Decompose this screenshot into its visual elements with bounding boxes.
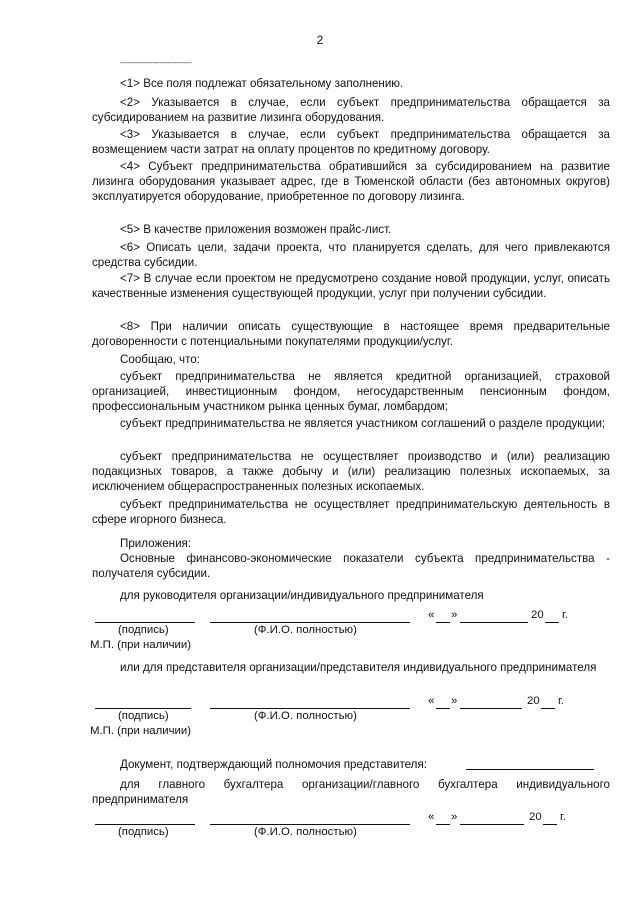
footnote-4: <4> Субъект предпринимательства обратившийся за субсидированием на развитие лизинга оборудования указывает адрес, где в Тюменской области (без автономных округов) эксплуатируется оборудование, приобретенное по договору лизинга. — [92, 160, 610, 204]
head-signature-caption: (подпись) — [118, 624, 169, 636]
rep-date-open: « — [428, 695, 435, 707]
footnote-7: <7> В случае если проектом не предусмотрено создание новой продукции, услуг, описать качественные изменения существующей продукции, услуг при получении субсидии. — [92, 272, 610, 301]
head-year-suffix: г. — [562, 609, 568, 621]
accountant-year-line[interactable] — [543, 824, 557, 825]
rep-year-prefix: 20 — [527, 695, 540, 707]
head-year-line[interactable] — [545, 622, 559, 623]
head-signature-label: для руководителя организации/индивидуального предпринимателя — [120, 589, 484, 602]
accountant-day-line[interactable] — [436, 824, 450, 825]
statement-2: субъект предпринимательства не является участником соглашений о разделе продукции; — [120, 417, 606, 430]
footnote-3: <3> Указывается в случае, если субъект предпринимательства обращается за возмещением части затрат на оплату процентов по кредитному договору. — [92, 128, 610, 157]
head-date-close: » — [451, 609, 458, 621]
rep-day-line[interactable] — [436, 708, 450, 709]
footnote-2: <2> Указывается в случае, если субъект предпринимательства обращается за субсидированием на развитие лизинга оборудования. — [92, 96, 610, 125]
rep-name-line[interactable] — [210, 708, 410, 709]
accountant-month-line[interactable] — [460, 824, 524, 825]
rep-year-suffix: г. — [558, 695, 564, 707]
rep-date-close: » — [451, 695, 458, 707]
accountant-signature-line[interactable] — [95, 824, 195, 825]
footnote-5: <5> В качестве приложения возможен прайс-лист. — [120, 223, 392, 236]
rep-stamp-label: М.П. (при наличии) — [90, 725, 192, 737]
page-number: 2 — [316, 33, 324, 47]
accountant-year-suffix: г. — [560, 811, 566, 823]
accountant-name-caption: (Ф.И.О. полностью) — [254, 826, 357, 838]
head-name-line[interactable] — [210, 622, 410, 623]
head-month-line[interactable] — [460, 622, 528, 623]
head-day-line[interactable] — [436, 622, 450, 623]
head-date-open: « — [428, 609, 435, 621]
rep-signature-line[interactable] — [95, 708, 191, 709]
attachments-item: Основные финансово-экономические показатели субъекта предпринимательства - получателя субсидии. — [92, 552, 610, 581]
accountant-signature-caption: (подпись) — [118, 826, 169, 838]
rep-year-line[interactable] — [541, 708, 555, 709]
authority-doc-line[interactable] — [466, 769, 594, 770]
accountant-signature-label: для главного бухгалтера организации/главного бухгалтера индивидуального предпринимателя — [92, 778, 610, 807]
head-stamp-label: М.П. (при наличии) — [90, 639, 192, 651]
rep-name-caption: (Ф.И.О. полностью) — [254, 710, 357, 722]
accountant-date-open: « — [428, 811, 435, 823]
authority-doc-label: Документ, подтверждающий полномочия представителя: — [120, 758, 427, 771]
attachments-title: Приложения: — [120, 537, 192, 550]
accountant-year-prefix: 20 — [529, 811, 542, 823]
footnote-8: <8> При наличии описать существующие в настоящее время предварительные договоренности с потенциальными покупателями продукции/услуг. — [92, 320, 610, 349]
statement-1: субъект предпринимательства не является кредитной организацией, страховой организацией, инвестиционным фондом, негосударственным пенсионным фондом, профессиональным участником рынка ценных бумаг, ломбардом; — [92, 370, 610, 414]
rep-month-line[interactable] — [460, 708, 522, 709]
rep-signature-caption: (подпись) — [118, 710, 169, 722]
statement-3: субъект предпринимательства не осуществляет производство и (или) реализацию подакцизных товаров, а также добычу и (или) реализацию полезных ископаемых, за исключением общераспространенных полезных ископаемых. — [92, 450, 610, 494]
report-intro: Сообщаю, что: — [120, 353, 200, 366]
accountant-name-line[interactable] — [210, 824, 410, 825]
rep-signature-label: или для представителя организации/представителя индивидуального предпринимателя — [120, 661, 597, 674]
head-signature-line[interactable] — [95, 622, 195, 623]
footnote-1: <1> Все поля подлежат обязательному заполнению. — [120, 77, 404, 90]
head-year-prefix: 20 — [531, 609, 544, 621]
footnote-separator: --------------------------------- — [120, 58, 192, 67]
statement-4: субъект предпринимательства не осуществляет предпринимательскую деятельность в сфере игорного бизнеса. — [92, 498, 610, 527]
footnote-6: <6> Описать цели, задачи проекта, что планируется сделать, для чего привлекаются средства субсидии. — [92, 241, 610, 270]
accountant-date-close: » — [451, 811, 458, 823]
head-name-caption: (Ф.И.О. полностью) — [254, 624, 357, 636]
